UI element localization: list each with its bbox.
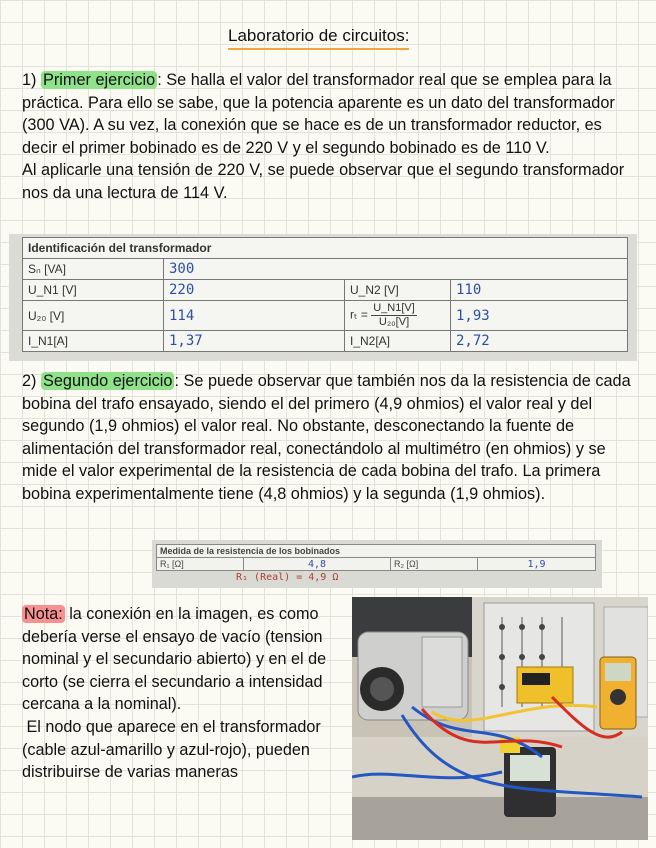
- in2-label: I_N2[A]: [345, 331, 451, 352]
- resistance-table: [156, 544, 596, 571]
- un1-label: U_N1 [V]: [23, 280, 164, 301]
- un1-value: 220: [164, 280, 345, 301]
- real-resistance-note: R₁ (Real) = 4,9 Ω: [236, 572, 339, 583]
- rt-label: rₜ =: [350, 307, 368, 322]
- rt-value: 1,93: [451, 301, 628, 331]
- sn-value: 300: [164, 259, 628, 280]
- note: [22, 603, 340, 784]
- section-1-text2: Al aplicarle una tensión de 220 V, se puede observar que el segundo transformador nos da una lectura de 114 V.: [22, 161, 625, 202]
- section-2-label: Segundo ejercicio: [43, 372, 173, 390]
- rt-numerator: U_N1[V]: [373, 302, 415, 314]
- r1-value: 4,8: [244, 558, 391, 571]
- table1-header: Identificación del transformador: [23, 238, 628, 259]
- r2-label: R₂ [Ω]: [391, 558, 478, 571]
- section-2-text: : Se puede observar que también nos da la resistencia de cada bobina del trafo ensayado, siendo el del primero (4,9 ohmios) el valor real y del segundo (1,9 ohmios) el valor real. No obstante, desconectando la fuente de alimentación del transformador real, conectándolo al multimétro (en ohmios) y se mide el valor experimental de la resistencia de cada bobina del trafo. La primera bobina experimentalmente tiene (4,8 ohmios) y la segunda (1,9 ohmios).: [22, 372, 631, 503]
- section-1-label: Primer ejercicio: [43, 71, 156, 89]
- table2-header: Medida de la resistencia de los bobinados: [157, 545, 596, 558]
- in2-value: 2,72: [451, 331, 628, 352]
- rt-denominator: U₂₀[V]: [378, 316, 410, 328]
- r2-value: 1,9: [478, 558, 596, 571]
- note-text2: El nodo que aparece en el transformador (cable azul-amarillo y azul-rojo), pueden distribuirse de varias maneras: [22, 717, 321, 782]
- section-1-number: 1): [22, 71, 37, 89]
- section-1: [22, 69, 634, 205]
- rt-label-cell: [345, 301, 451, 331]
- resistance-table-scan: [152, 540, 602, 588]
- in1-value: 1,37: [164, 331, 345, 352]
- transformer-table-scan: [9, 234, 637, 361]
- page-title: Laboratorio de circuitos:: [228, 24, 409, 50]
- in1-label: I_N1[A]: [23, 331, 164, 352]
- lab-photo-illustration: [352, 597, 648, 840]
- note-label: Nota:: [24, 605, 63, 623]
- lab-setup-photo: [352, 597, 648, 840]
- section-1-text: : Se halla el valor del transformador real que se emplea para la práctica. Para ello se sabe, que la potencia aparente es un dato del transformador (300 VA). A su vez, la conexión que se hace es de un transformador reductor, es decir el primer bobinado es de 220 V y el segundo bobinado es de 110 V.: [22, 71, 615, 157]
- section-2-number: 2): [22, 372, 37, 390]
- u20-value: 114: [164, 301, 345, 331]
- un2-label: U_N2 [V]: [345, 280, 451, 301]
- rt-fraction: [371, 302, 417, 329]
- transformer-table: [22, 237, 628, 352]
- note-text: la conexión en la imagen, es como debería verse el ensayo de vacío (tension nominal y el secundario abierto) y en el de corto (se cierra el secundario a intensidad cercana a la nominal).: [22, 605, 327, 714]
- r1-label: R₁ [Ω]: [157, 558, 244, 571]
- u20-label: U₂₀ [V]: [23, 301, 164, 331]
- sn-label: Sₙ [VA]: [23, 259, 164, 280]
- section-2: [22, 370, 634, 506]
- un2-value: 110: [451, 280, 628, 301]
